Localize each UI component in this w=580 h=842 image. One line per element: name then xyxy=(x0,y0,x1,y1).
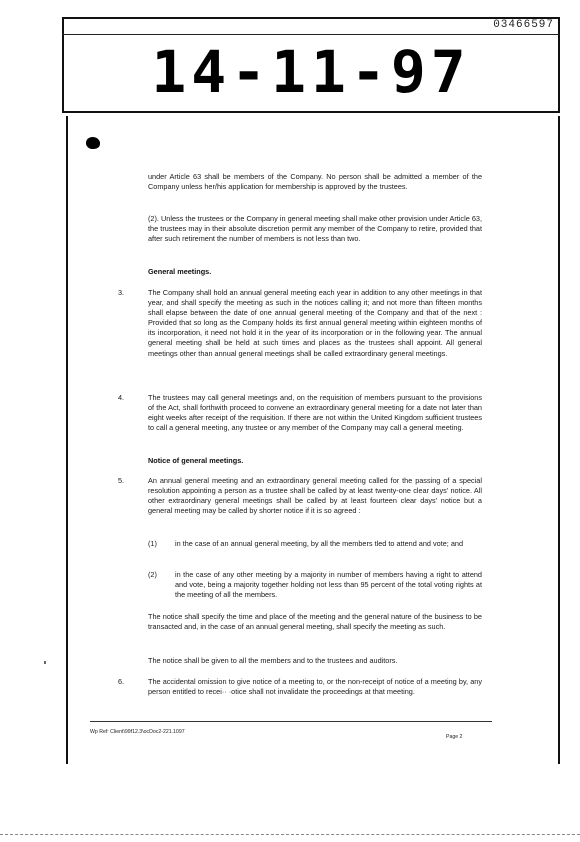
paragraph-article-4: The trustees may call general meetings and, on the requisition of members pursuant to the provisions of the Act, shall forthwith proceed to convene an extraordinary general meeting for a date not later than eight weeks after receipt of the requisition. If there are not within the United Kingdom sufficient trustees to call a general meeting, any trustee or any member of the Company may call a general meeting. xyxy=(148,393,482,433)
margin-mark xyxy=(44,661,46,664)
paragraph-notice-recipients: The notice shall be given to all the members and to the trustees and auditors. xyxy=(148,656,398,665)
footer-divider xyxy=(90,721,492,722)
subclause-1: in the case of an annual general meeting, by all the members tled to attend and vote; and xyxy=(175,539,464,548)
article-number-4: 4. xyxy=(118,393,125,402)
subclause-number-1: (1) xyxy=(148,539,157,548)
article-number-6: 6. xyxy=(118,677,125,686)
heading-general-meetings: General meetings. xyxy=(148,267,212,276)
subclause-number-2: (2) xyxy=(148,570,157,579)
paragraph-article-5: An annual general meeting and an extraordinary general meeting called for the passing of a special resolution appointing a person as a trustee shall be called by at least twenty-one clear days' notice. All other extraordinary general meetings shall be called by at least fourteen clear days' notice but a general meeting may be called by shorter notice if it is so agreed : xyxy=(148,476,482,516)
paragraph-article-3: The Company shall hold an annual general meeting each year in addition to any other meetings in that year, and shall specify the meeting as such in the notices calling it; and not more than fifteen months shall elapse between the date of one annual general meeting of the Company and that of the next : Provided that so long as the Company holds its first annual general meeting within eighteen months of its incorporation, it need not hold it in the year of its incorporation or in the following year. The annual general meeting shall be held at such times and places as the trustees shall appoint. All general meetings other than annual general meetings shall be called extraordinary general meetings. xyxy=(148,288,482,358)
page-number: Page 2 xyxy=(446,734,463,740)
footer-reference: Wp Ref: Client\99f12.3\ocDoc2-221.1097 xyxy=(90,729,185,735)
article-number-3: 3. xyxy=(118,288,125,297)
ink-blot xyxy=(86,137,100,149)
date-stamp: 14-11-97 xyxy=(151,38,471,106)
heading-notice-of-meetings: Notice of general meetings. xyxy=(148,456,244,465)
article-number-5: 5. xyxy=(118,476,125,485)
paragraph-article-6: The accidental omission to give notice of a meeting to, or the non-receipt of notice of a meeting by, any person entitled to recei·· ·otice shall not invalidate the proceedings at that meeting. xyxy=(148,677,482,697)
paragraph-membership: under Article 63 shall be members of the Company. No person shall be admitted a member of the Company unless her/his application for membership is approved by the trustees. xyxy=(148,172,482,192)
scan-edge-line xyxy=(0,834,580,835)
document-number: 03466597 xyxy=(493,19,554,31)
paragraph-retirement: (2). Unless the trustees or the Company in general meeting shall make other provision under Article 63, the trustees may in their absolute discretion permit any member of the Company to retire, provided that after such retirement the number of members is not less than two. xyxy=(148,214,482,244)
subclause-2: in the case of any other meeting by a majority in number of members having a right to attend and vote, being a majority together holding not less than 95 percent of the total voting rights at the meeting of all the members. xyxy=(175,570,482,600)
header-divider xyxy=(62,34,560,35)
paragraph-notice-content: The notice shall specify the time and place of the meeting and the general nature of the business to be transacted and, in the case of an annual general meeting, shall specify the meeting as such. xyxy=(148,612,482,632)
